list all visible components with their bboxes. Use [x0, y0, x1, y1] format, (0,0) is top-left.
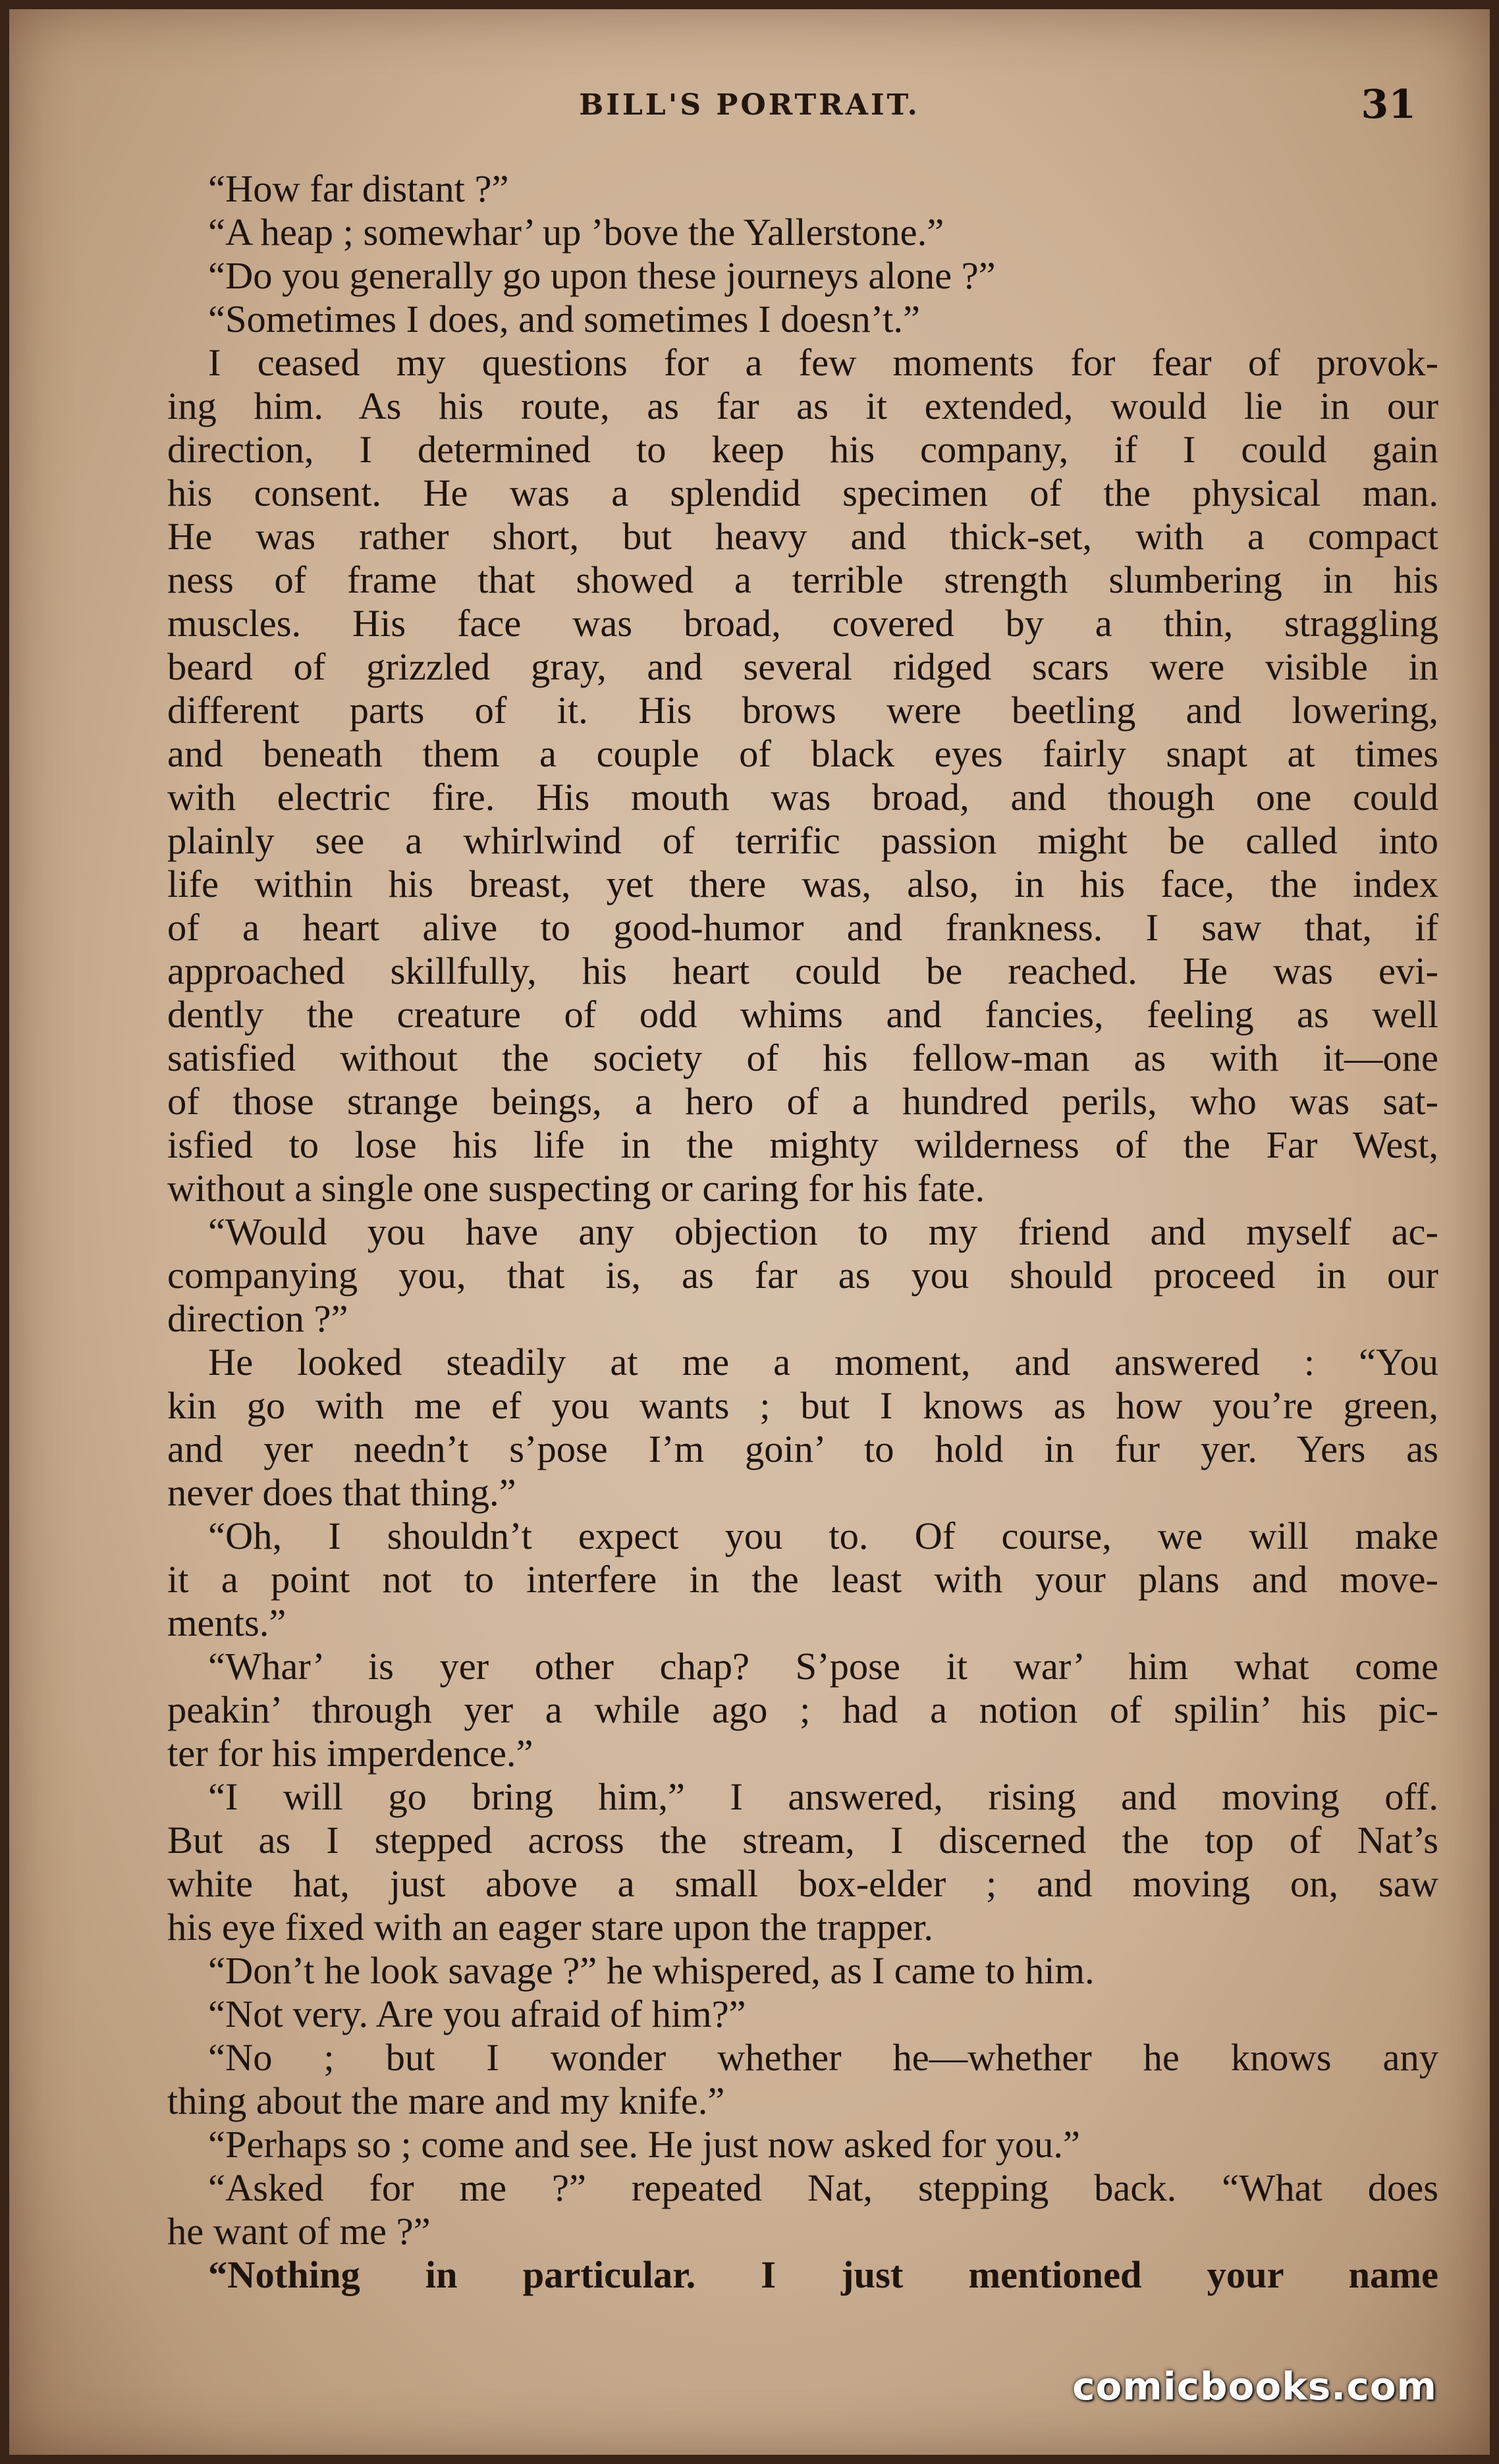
text-line: He was rather short, but heavy and thick-set, with a compact	[167, 515, 1438, 558]
text-line: with electric fire. His mouth was broad, and though one could	[167, 776, 1438, 818]
text-line: peakin’ through yer a while ago ; had a notion of spilin’ his pic-	[167, 1688, 1438, 1731]
text-line: kin go with me ef you wants ; but I knows as how you’re green,	[167, 1384, 1438, 1427]
watermark: comicbooks.com	[1072, 2364, 1437, 2409]
text-line: white hat, just above a small box-elder ; and moving on, saw	[167, 1862, 1438, 1905]
running-head: BILL'S PORTRAIT.	[579, 88, 920, 122]
book-page	[9, 9, 1490, 2455]
text-line: approached skillfully, his heart could be reached. He was evi-	[167, 950, 1438, 992]
text-line: “I will go bring him,” I answered, rising and moving off.	[208, 1775, 1438, 1818]
text-line: “Perhaps so ; come and see. He just now asked for you.”	[208, 2123, 1081, 2166]
text-line: “Oh, I shouldn’t expect you to. Of course, we will make	[208, 1514, 1438, 1557]
text-line: I ceased my questions for a few moments for fear of provok-	[208, 341, 1438, 384]
text-line: muscles. His face was broad, covered by a thin, straggling	[167, 602, 1438, 645]
text-line: satisfied without the society of his fellow-man as with it—one	[167, 1036, 1438, 1079]
page-number: 31	[1361, 82, 1416, 128]
text-line: “Asked for me ?” repeated Nat, stepping back. “What does	[208, 2166, 1438, 2209]
text-line: ness of frame that showed a terrible strength slumbering in his	[167, 558, 1438, 601]
text-line: dently the creature of odd whims and fancies, feeling as well	[167, 993, 1438, 1036]
text-line: “How far distant ?”	[208, 167, 509, 210]
text-line: thing about the mare and my knife.”	[167, 2079, 725, 2122]
text-line: his eye fixed with an eager stare upon the trapper.	[167, 1906, 934, 1948]
text-line: different parts of it. His brows were beetling and lowering,	[167, 689, 1438, 732]
text-line: isfied to lose his life in the mighty wilderness of the Far West,	[167, 1123, 1438, 1166]
text-line: “A heap ; somewhar’ up ’bove the Yallerstone.”	[208, 211, 944, 254]
text-line: it a point not to interfere in the least with your plans and move-	[167, 1558, 1438, 1601]
text-line: never does that thing.”	[167, 1471, 516, 1514]
text-line: “Would you have any objection to my friend and myself ac-	[208, 1210, 1438, 1253]
text-line: and beneath them a couple of black eyes fairly snapt at times	[167, 732, 1438, 775]
text-line: “Nothing in particular. I just mentioned your name	[208, 2253, 1438, 2296]
text-line: plainly see a whirlwind of terrific passion might be called into	[167, 819, 1438, 862]
text-line: direction, I determined to keep his company, if I could gain	[167, 428, 1438, 471]
text-line: direction ?”	[167, 1297, 348, 1340]
text-line: life within his breast, yet there was, also, in his face, the index	[167, 863, 1438, 905]
text-line: companying you, that is, as far as you should proceed in our	[167, 1254, 1438, 1297]
text-line: “No ; but I wonder whether he—whether he knows any	[208, 2036, 1438, 2079]
text-line: ter for his imperdence.”	[167, 1732, 533, 1775]
text-line: beard of grizzled gray, and several ridged scars were visible in	[167, 645, 1438, 688]
text-line: ments.”	[167, 1601, 286, 1644]
text-line: and yer needn’t s’pose I’m goin’ to hold in fur yer. Yers as	[167, 1428, 1438, 1470]
text-line: “Don’t he look savage ?” he whispered, as I came to him.	[208, 1949, 1095, 1992]
text-line: But as I stepped across the stream, I discerned the top of Nat’s	[167, 1819, 1438, 1861]
text-line: without a single one suspecting or caring for his fate.	[167, 1167, 985, 1210]
text-line: he want of me ?”	[167, 2210, 431, 2253]
text-line: ing him. As his route, as far as it extended, would lie in our	[167, 385, 1438, 427]
text-line: “Not very. Are you afraid of him?”	[208, 1993, 746, 2035]
text-line: “Do you generally go upon these journeys alone ?”	[208, 254, 996, 297]
text-line: of those strange beings, a hero of a hundred perils, who was sat-	[167, 1080, 1438, 1123]
page-header	[9, 82, 1490, 141]
text-line: “Sometimes I does, and sometimes I doesn’t.”	[208, 298, 920, 340]
text-line: his consent. He was a splendid specimen of the physical man.	[167, 471, 1438, 514]
text-line: “Whar’ is yer other chap? S’pose it war’ him what come	[208, 1645, 1438, 1688]
text-line: of a heart alive to good-humor and frankness. I saw that, if	[167, 906, 1438, 949]
body-text	[167, 167, 1438, 2297]
text-line: He looked steadily at me a moment, and answered : “You	[208, 1341, 1438, 1383]
